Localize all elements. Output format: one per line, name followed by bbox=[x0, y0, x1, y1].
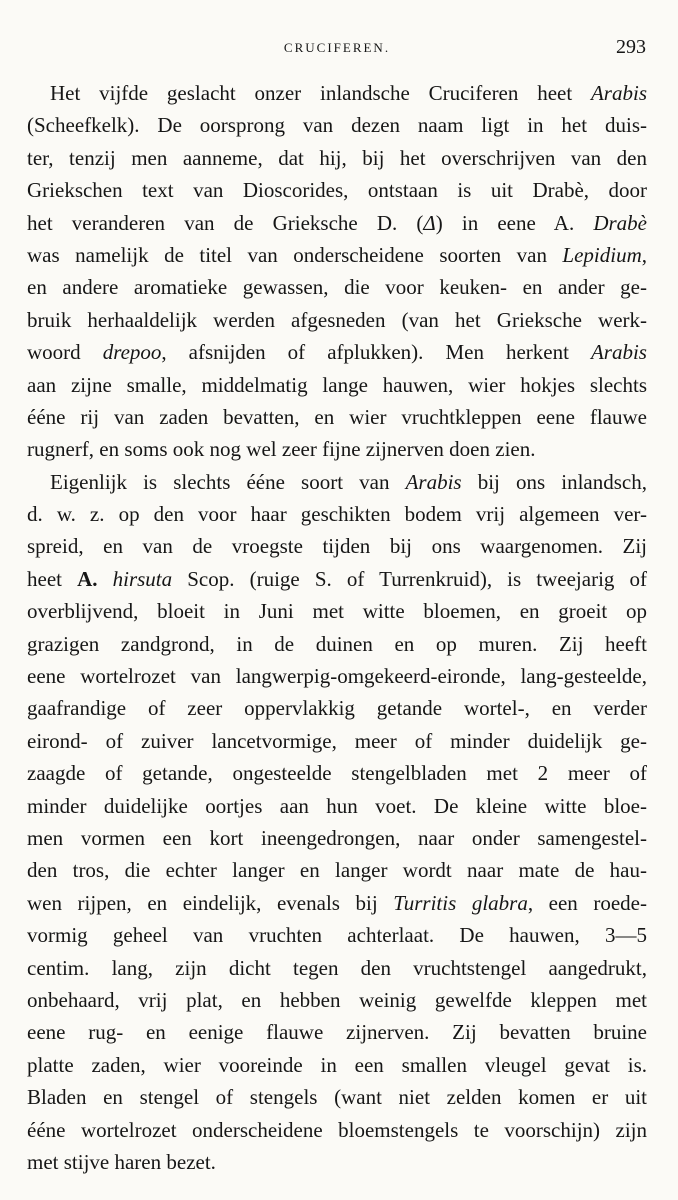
running-title: CRUCIFEREN. bbox=[283, 40, 391, 55]
text-run: , een roede- bbox=[527, 890, 647, 915]
text-line bbox=[27, 822, 647, 854]
italic-text: hirsuta bbox=[112, 566, 173, 591]
text-line bbox=[27, 952, 647, 984]
text-run: minder duidelijke oortjes aan hun voet. De kleine witte bloe- bbox=[27, 793, 647, 818]
italic-text: Lepidium bbox=[562, 242, 642, 267]
text-run: , bbox=[641, 242, 647, 267]
text-run: bruik herhaaldelijk werden afgesneden (van het Grieksche werk- bbox=[27, 307, 647, 332]
text-line bbox=[27, 466, 647, 498]
text-line bbox=[27, 336, 647, 368]
running-head bbox=[28, 36, 646, 60]
text-run: (Scheefkelk). De oorsprong van dezen naam ligt in het duis- bbox=[27, 113, 647, 138]
text-run: was namelijk de titel van onderscheidene soorten van bbox=[27, 242, 563, 267]
text-run: met stijve haren bezet. bbox=[27, 1149, 216, 1174]
italic-text: Arabis bbox=[590, 340, 647, 365]
text-line bbox=[27, 433, 647, 465]
text-line bbox=[27, 1049, 647, 1081]
text-line bbox=[27, 757, 647, 789]
text-run: onbehaard, vrij plat, en hebben weinig gewelfde kleppen met bbox=[27, 987, 647, 1012]
italic-text: Arabis bbox=[405, 469, 462, 494]
text-line bbox=[27, 207, 647, 239]
text-run: bij ons inlandsch, bbox=[461, 469, 647, 494]
text-run bbox=[98, 567, 113, 591]
text-run: vormig geheel van vruchten achterlaat. De hauwen, 3—5 bbox=[27, 923, 647, 948]
text-line bbox=[27, 174, 647, 206]
text-line bbox=[27, 239, 647, 271]
italic-text: Drabè bbox=[593, 210, 648, 235]
text-line bbox=[27, 984, 647, 1016]
italic-text: Turritis glabra bbox=[393, 890, 528, 915]
text-run: rugnerf, en soms ook nog wel zeer fijne zijnerven doen zien. bbox=[27, 437, 536, 462]
text-run: het veranderen van de Grieksche D. ( bbox=[27, 210, 424, 235]
text-line bbox=[27, 142, 647, 174]
text-line bbox=[27, 304, 647, 336]
text-line bbox=[27, 1114, 647, 1146]
text-run: eene rug- en eenige flauwe zijnerven. Zij bevatten bruine bbox=[27, 1020, 647, 1045]
text-line bbox=[27, 854, 647, 886]
text-run: ter, tenzij men aanneme, dat hij, bij het overschrijven van den bbox=[27, 145, 647, 170]
text-run: eene wortelrozet van langwerpig-omgekeerd-eironde, lang-gesteelde, bbox=[27, 664, 647, 689]
text-line bbox=[27, 1081, 647, 1113]
text-line bbox=[27, 401, 647, 433]
text-run: , afsnijden of afplukken). Men herkent bbox=[161, 340, 591, 365]
body-text bbox=[27, 77, 647, 1178]
italic-text: drepoo bbox=[102, 340, 162, 365]
text-run: ééne rij van zaden bevatten, en wier vruchtkleppen eene flauwe bbox=[27, 404, 647, 429]
text-run: ééne wortelrozet onderscheidene bloemstengels te voorschijn) zijn bbox=[27, 1117, 647, 1142]
paragraph bbox=[27, 466, 647, 1179]
text-run: platte zaden, wier vooreinde in een smallen vleugel gevat is. bbox=[27, 1052, 647, 1077]
text-run: eirond- of zuiver lancetvormige, meer of minder duidelijk ge- bbox=[27, 728, 647, 753]
text-run: Bladen en stengel of stengels (want niet zelden komen er uit bbox=[27, 1085, 647, 1110]
italic-text: Δ bbox=[423, 210, 436, 235]
text-line bbox=[27, 1146, 647, 1178]
bold-text: A. bbox=[77, 566, 98, 591]
text-run: aan zijne smalle, middelmatig lange hauwen, wier hokjes slechts bbox=[27, 372, 647, 397]
text-run: overblijvend, bloeit in Juni met witte bloemen, en groeit op bbox=[27, 599, 647, 624]
italic-text: Arabis bbox=[590, 81, 647, 105]
text-run: heet bbox=[27, 566, 78, 591]
text-run: woord bbox=[27, 340, 103, 365]
text-run: Scop. (ruige S. of Turrenkruid), is tweejarig of bbox=[172, 566, 648, 591]
text-line bbox=[27, 1016, 647, 1048]
text-run: gaafrandige of zeer oppervlakkig getande wortel-, en verder bbox=[27, 696, 647, 721]
text-run: d. w. z. op den voor haar geschikten bodem vrij algemeen ver- bbox=[27, 502, 647, 527]
text-line bbox=[27, 109, 647, 141]
text-line bbox=[27, 595, 647, 627]
text-line bbox=[27, 563, 647, 595]
text-run: grazigen zandgrond, in de duinen en op muren. Zij heeft bbox=[27, 631, 647, 656]
text-run: men vormen een kort ineengedrongen, naar onder samengestel- bbox=[27, 825, 647, 850]
text-run: den tros, die echter langer en langer wordt naar mate de hau- bbox=[27, 858, 647, 883]
page-number: 293 bbox=[616, 36, 646, 58]
paragraph bbox=[27, 77, 647, 466]
text-line bbox=[27, 660, 647, 692]
text-run: wen rijpen, en eindelijk, evenals bij bbox=[27, 890, 394, 915]
text-line bbox=[27, 919, 647, 951]
text-run: Eigenlijk is slechts ééne soort van bbox=[50, 469, 406, 494]
text-run: Griekschen text van Dioscorides, ontstaan is uit Drabè, door bbox=[27, 178, 647, 203]
text-run: Het vijfde geslacht onzer inlandsche Cruciferen heet bbox=[50, 81, 591, 105]
text-line bbox=[27, 271, 647, 303]
text-line bbox=[27, 369, 647, 401]
text-line bbox=[27, 628, 647, 660]
text-run: centim. lang, zijn dicht tegen den vruchtstengel aangedrukt, bbox=[27, 955, 647, 980]
text-run: en andere aromatieke gewassen, die voor keuken- en ander ge- bbox=[27, 275, 647, 300]
text-line bbox=[27, 725, 647, 757]
text-run: spreid, en van de vroegste tijden bij ons waargenomen. Zij bbox=[27, 534, 647, 559]
text-line bbox=[27, 692, 647, 724]
text-line bbox=[27, 887, 647, 919]
text-line bbox=[27, 498, 647, 530]
text-line bbox=[27, 790, 647, 822]
text-run: ) in eene A. bbox=[435, 210, 594, 235]
text-line bbox=[27, 530, 647, 562]
text-run: zaagde of getande, ongesteelde stengelbladen met 2 meer of bbox=[27, 761, 647, 786]
text-line bbox=[27, 77, 647, 109]
